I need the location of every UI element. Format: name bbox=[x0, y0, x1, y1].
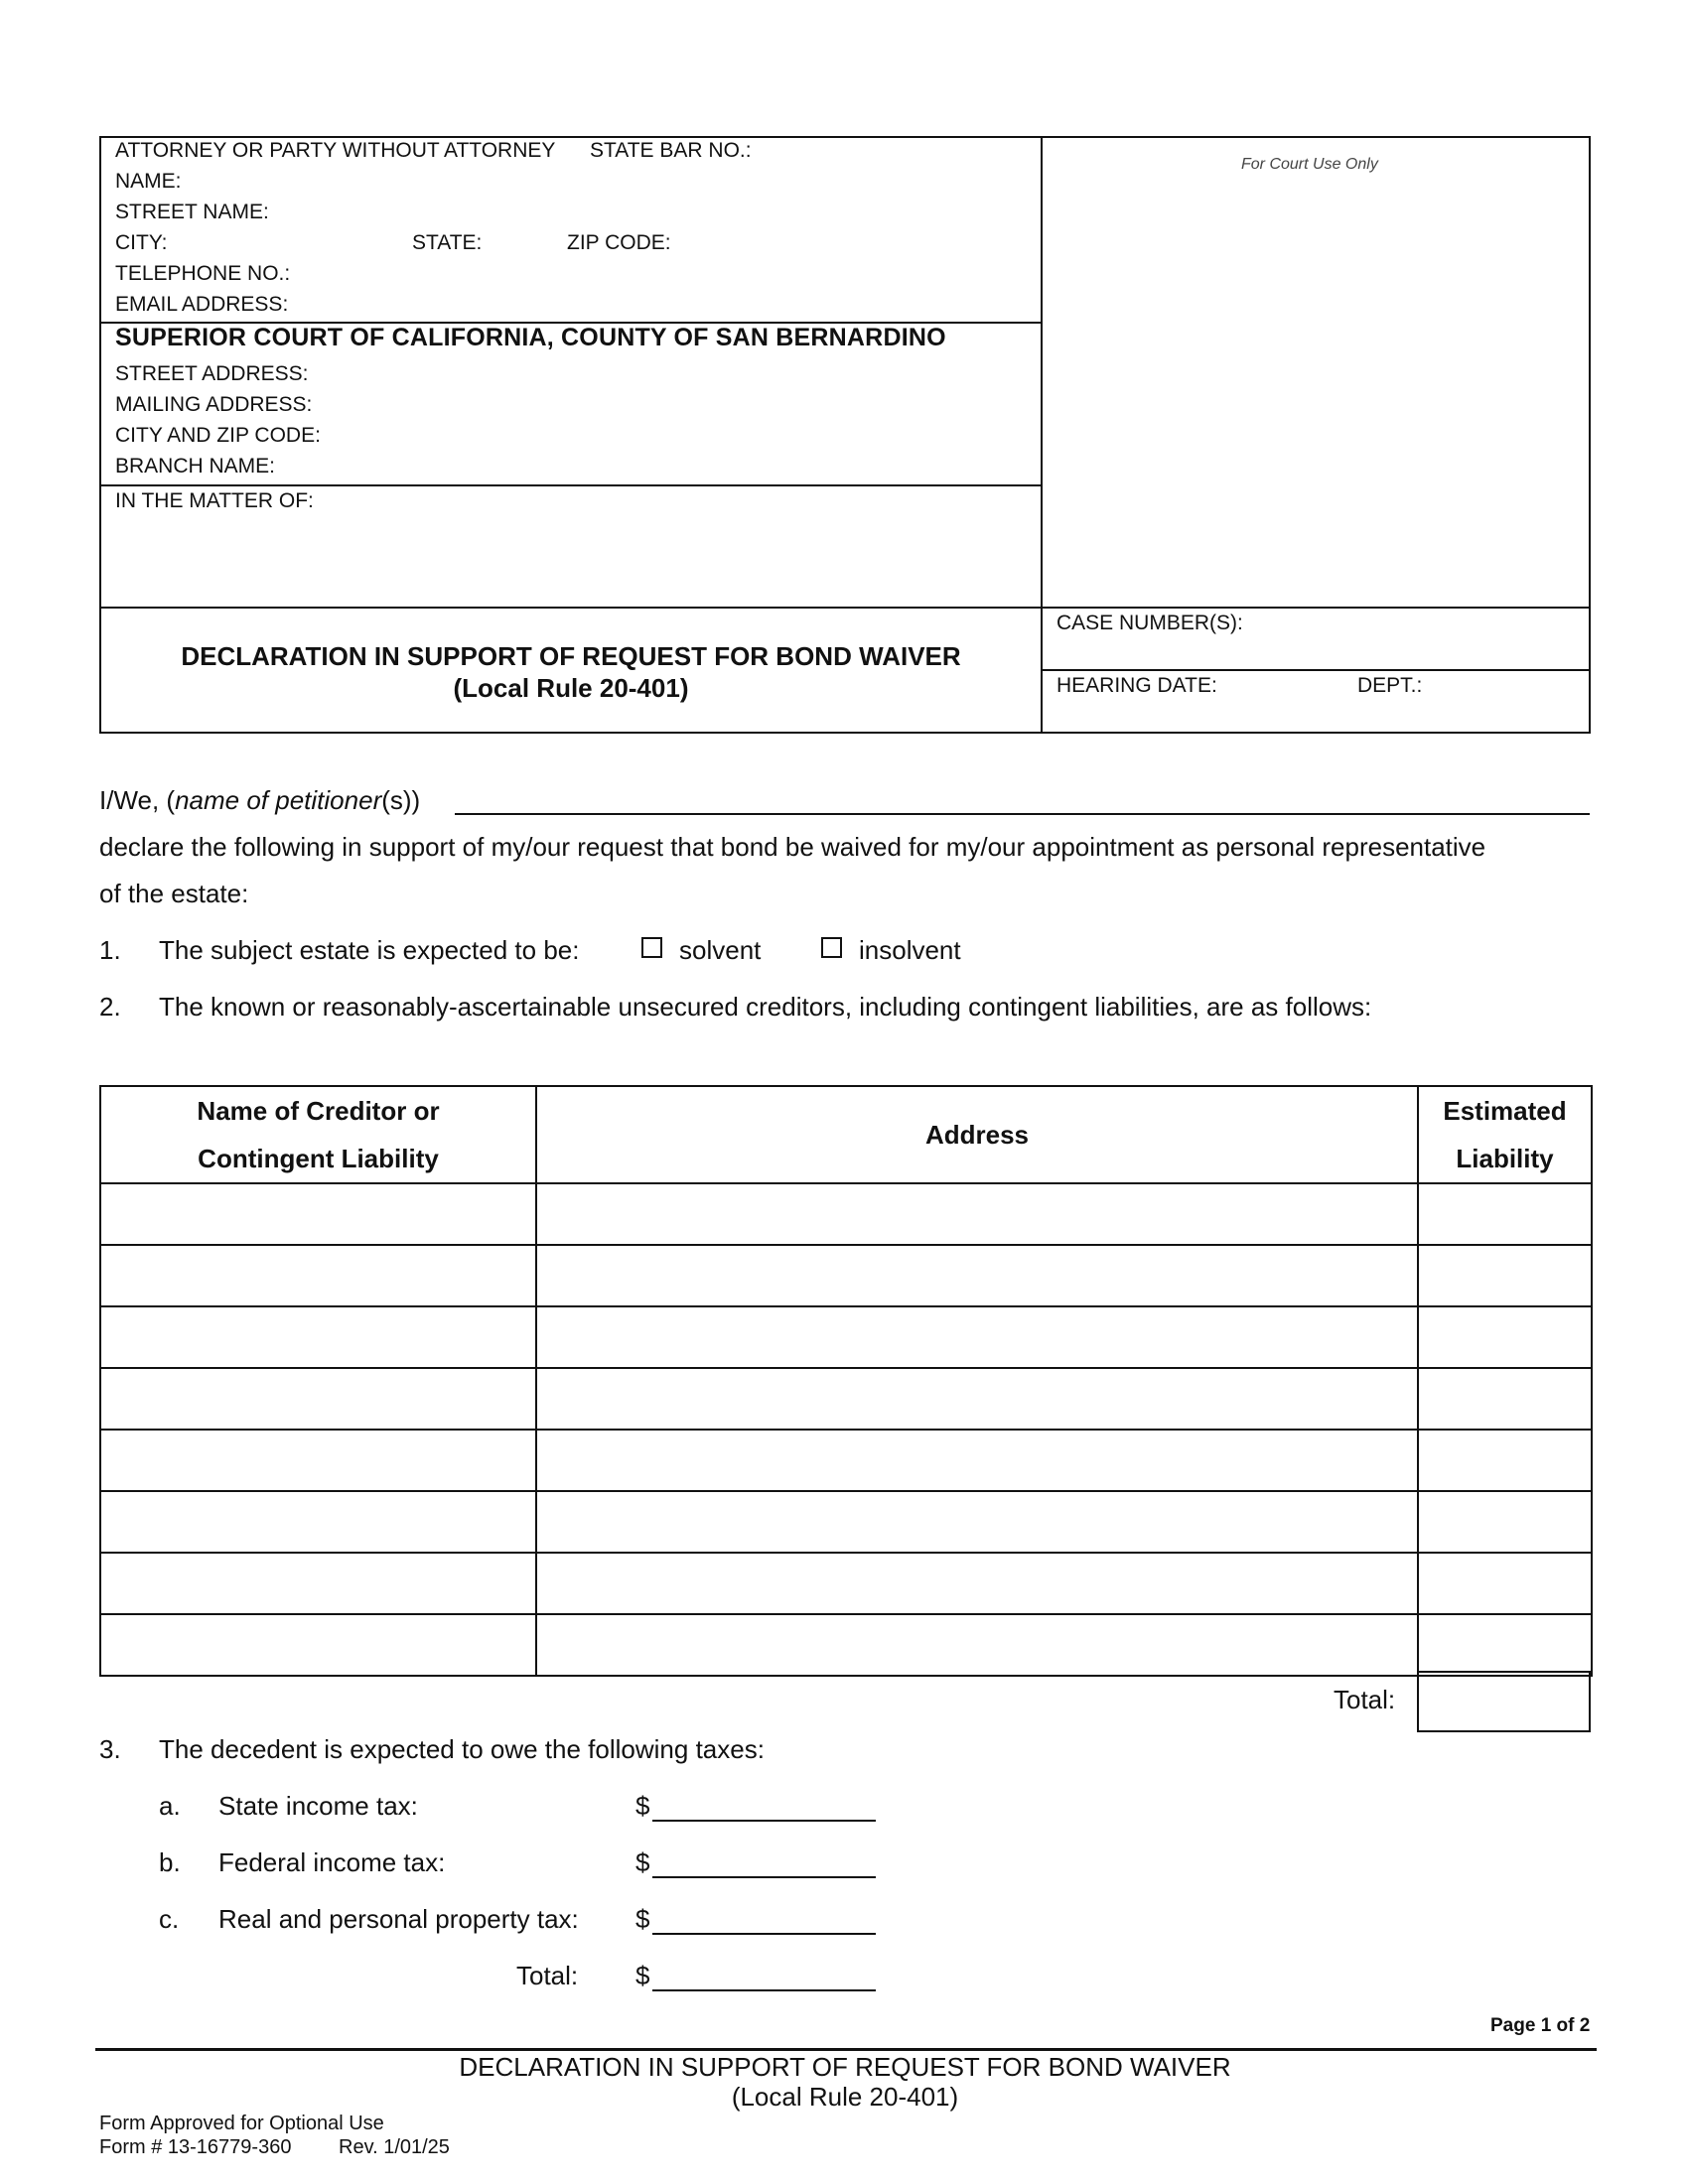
case-number-label: CASE NUMBER(S): bbox=[1056, 612, 1243, 634]
liability-amount-cell[interactable] bbox=[1418, 1183, 1592, 1245]
estimated-liability-header-line1: Estimated bbox=[1443, 1096, 1567, 1126]
creditor-address-cell[interactable] bbox=[536, 1368, 1418, 1430]
creditor-name-header bbox=[100, 1086, 536, 1183]
table-row bbox=[100, 1368, 1592, 1430]
item3-number: 3. bbox=[99, 1734, 121, 1764]
property-tax-currency: $ bbox=[635, 1904, 650, 1934]
form-title-line1: DECLARATION IN SUPPORT OF REQUEST FOR BOND WAIVER bbox=[181, 641, 961, 671]
solvent-label: solvent bbox=[679, 935, 762, 965]
item1-text: The subject estate is expected to be: bbox=[159, 935, 580, 965]
creditor-address-cell[interactable] bbox=[536, 1183, 1418, 1245]
creditor-name-header-line1: Name of Creditor or bbox=[197, 1096, 440, 1126]
creditor-name-cell[interactable] bbox=[100, 1245, 536, 1306]
creditor-name-cell[interactable] bbox=[100, 1306, 536, 1368]
item1-number: 1. bbox=[99, 935, 121, 965]
telephone-label: TELEPHONE NO.: bbox=[115, 262, 291, 285]
estimated-liability-header bbox=[1418, 1086, 1592, 1183]
property-tax-label: Real and personal property tax: bbox=[218, 1904, 579, 1934]
attorney-label: ATTORNEY OR PARTY WITHOUT ATTORNEY bbox=[115, 139, 556, 162]
taxes-total-line[interactable] bbox=[652, 1989, 876, 1991]
email-label: EMAIL ADDRESS: bbox=[115, 293, 289, 316]
creditor-name-cell[interactable] bbox=[100, 1368, 536, 1430]
footer-rule bbox=[95, 2048, 1597, 2051]
branch-name-label: BRANCH NAME: bbox=[115, 455, 276, 478]
court-use-only-label: For Court Use Only bbox=[1241, 156, 1378, 173]
declaration-line: declare the following in support of my/our request that bond be waived for my/our appointment as personal representative bbox=[99, 832, 1486, 862]
zip-code-label: ZIP CODE: bbox=[567, 231, 671, 254]
table-row bbox=[100, 1553, 1592, 1614]
form-number-text: Form # 13-16779-360 bbox=[99, 2136, 292, 2158]
name-label: NAME: bbox=[115, 170, 182, 193]
creditor-address-cell[interactable] bbox=[536, 1553, 1418, 1614]
table-row bbox=[100, 1614, 1592, 1676]
form-approved-text: Form Approved for Optional Use bbox=[99, 2113, 384, 2134]
form-title-line2: (Local Rule 20-401) bbox=[453, 673, 689, 703]
state-income-tax-line[interactable] bbox=[652, 1820, 876, 1822]
petitioner-prefix: I/We, ( bbox=[99, 785, 176, 815]
petitioner-name-line[interactable] bbox=[455, 813, 1590, 815]
street-name-label: STREET NAME: bbox=[115, 201, 269, 223]
insolvent-label: insolvent bbox=[859, 935, 961, 965]
tax-b-letter: b. bbox=[159, 1847, 181, 1877]
federal-income-tax-label: Federal income tax: bbox=[218, 1847, 446, 1877]
dept-label: DEPT.: bbox=[1357, 674, 1423, 697]
estimated-liability-header-line2: Liability bbox=[1456, 1144, 1554, 1173]
creditors-table bbox=[99, 1085, 1593, 1677]
creditors-total-label: Total: bbox=[1334, 1685, 1396, 1714]
mailing-address-label: MAILING ADDRESS: bbox=[115, 393, 313, 416]
title-row-divider bbox=[99, 607, 1591, 609]
liability-amount-cell[interactable] bbox=[1418, 1491, 1592, 1553]
petitioner-prompt bbox=[99, 783, 420, 817]
item2-text: The known or reasonably-ascertainable unsecured creditors, including contingent liabilities, are as follows: bbox=[159, 992, 1372, 1022]
table-header-row bbox=[100, 1086, 1592, 1183]
liability-amount-cell[interactable] bbox=[1418, 1553, 1592, 1614]
street-address-label: STREET ADDRESS: bbox=[115, 362, 309, 385]
state-bar-label: STATE BAR NO.: bbox=[590, 139, 752, 162]
creditor-name-header-line2: Contingent Liability bbox=[198, 1144, 439, 1173]
creditor-name-cell[interactable] bbox=[100, 1183, 536, 1245]
creditor-name-cell[interactable] bbox=[100, 1553, 536, 1614]
liability-amount-cell[interactable] bbox=[1418, 1614, 1592, 1676]
petitioner-italic: name of petitioner bbox=[175, 785, 382, 815]
taxes-total-currency: $ bbox=[635, 1961, 650, 1990]
taxes-total-label: Total: bbox=[516, 1961, 579, 1990]
declaration-line-continued: of the estate: bbox=[99, 879, 249, 908]
liability-amount-cell[interactable] bbox=[1418, 1368, 1592, 1430]
creditor-address-cell[interactable] bbox=[536, 1245, 1418, 1306]
liability-amount-cell[interactable] bbox=[1418, 1245, 1592, 1306]
liability-amount-cell[interactable] bbox=[1418, 1430, 1592, 1491]
state-label: STATE: bbox=[412, 231, 483, 254]
creditor-name-cell[interactable] bbox=[100, 1614, 536, 1676]
tax-a-letter: a. bbox=[159, 1791, 181, 1821]
item3-text: The decedent is expected to owe the following taxes: bbox=[159, 1734, 765, 1764]
liability-amount-cell[interactable] bbox=[1418, 1306, 1592, 1368]
city-label: CITY: bbox=[115, 231, 168, 254]
city-zip-label: CITY AND ZIP CODE: bbox=[115, 424, 321, 447]
property-tax-line[interactable] bbox=[652, 1933, 876, 1935]
creditor-address-cell[interactable] bbox=[536, 1306, 1418, 1368]
address-header: Address bbox=[536, 1086, 1418, 1183]
table-row bbox=[100, 1430, 1592, 1491]
creditor-name-cell[interactable] bbox=[100, 1491, 536, 1553]
page-number: Page 1 of 2 bbox=[1490, 2015, 1591, 2036]
creditor-address-cell[interactable] bbox=[536, 1430, 1418, 1491]
petitioner-suffix: (s)) bbox=[381, 785, 421, 815]
footer-title-line1: DECLARATION IN SUPPORT OF REQUEST FOR BOND WAIVER bbox=[459, 2052, 1231, 2082]
creditor-address-cell[interactable] bbox=[536, 1491, 1418, 1553]
item2-number: 2. bbox=[99, 992, 121, 1022]
solvent-checkbox[interactable] bbox=[641, 937, 662, 958]
state-income-tax-label: State income tax: bbox=[218, 1791, 418, 1821]
creditors-total-box[interactable] bbox=[1417, 1671, 1591, 1732]
footer-title-line2: (Local Rule 20-401) bbox=[731, 2082, 959, 2112]
matter-label: IN THE MATTER OF: bbox=[115, 489, 314, 512]
federal-income-tax-currency: $ bbox=[635, 1847, 650, 1877]
creditor-name-cell[interactable] bbox=[100, 1430, 536, 1491]
creditor-address-cell[interactable] bbox=[536, 1614, 1418, 1676]
insolvent-checkbox[interactable] bbox=[821, 937, 842, 958]
table-row bbox=[100, 1245, 1592, 1306]
table-row bbox=[100, 1183, 1592, 1245]
court-title: SUPERIOR COURT OF CALIFORNIA, COUNTY OF SAN BERNARDINO bbox=[115, 324, 946, 351]
tax-c-letter: c. bbox=[159, 1904, 180, 1934]
state-income-tax-currency: $ bbox=[635, 1791, 650, 1821]
form-revision-text: Rev. 1/01/25 bbox=[339, 2136, 450, 2158]
table-row bbox=[100, 1306, 1592, 1368]
federal-income-tax-line[interactable] bbox=[652, 1876, 876, 1878]
hearing-date-label: HEARING DATE: bbox=[1056, 674, 1217, 697]
table-row bbox=[100, 1491, 1592, 1553]
